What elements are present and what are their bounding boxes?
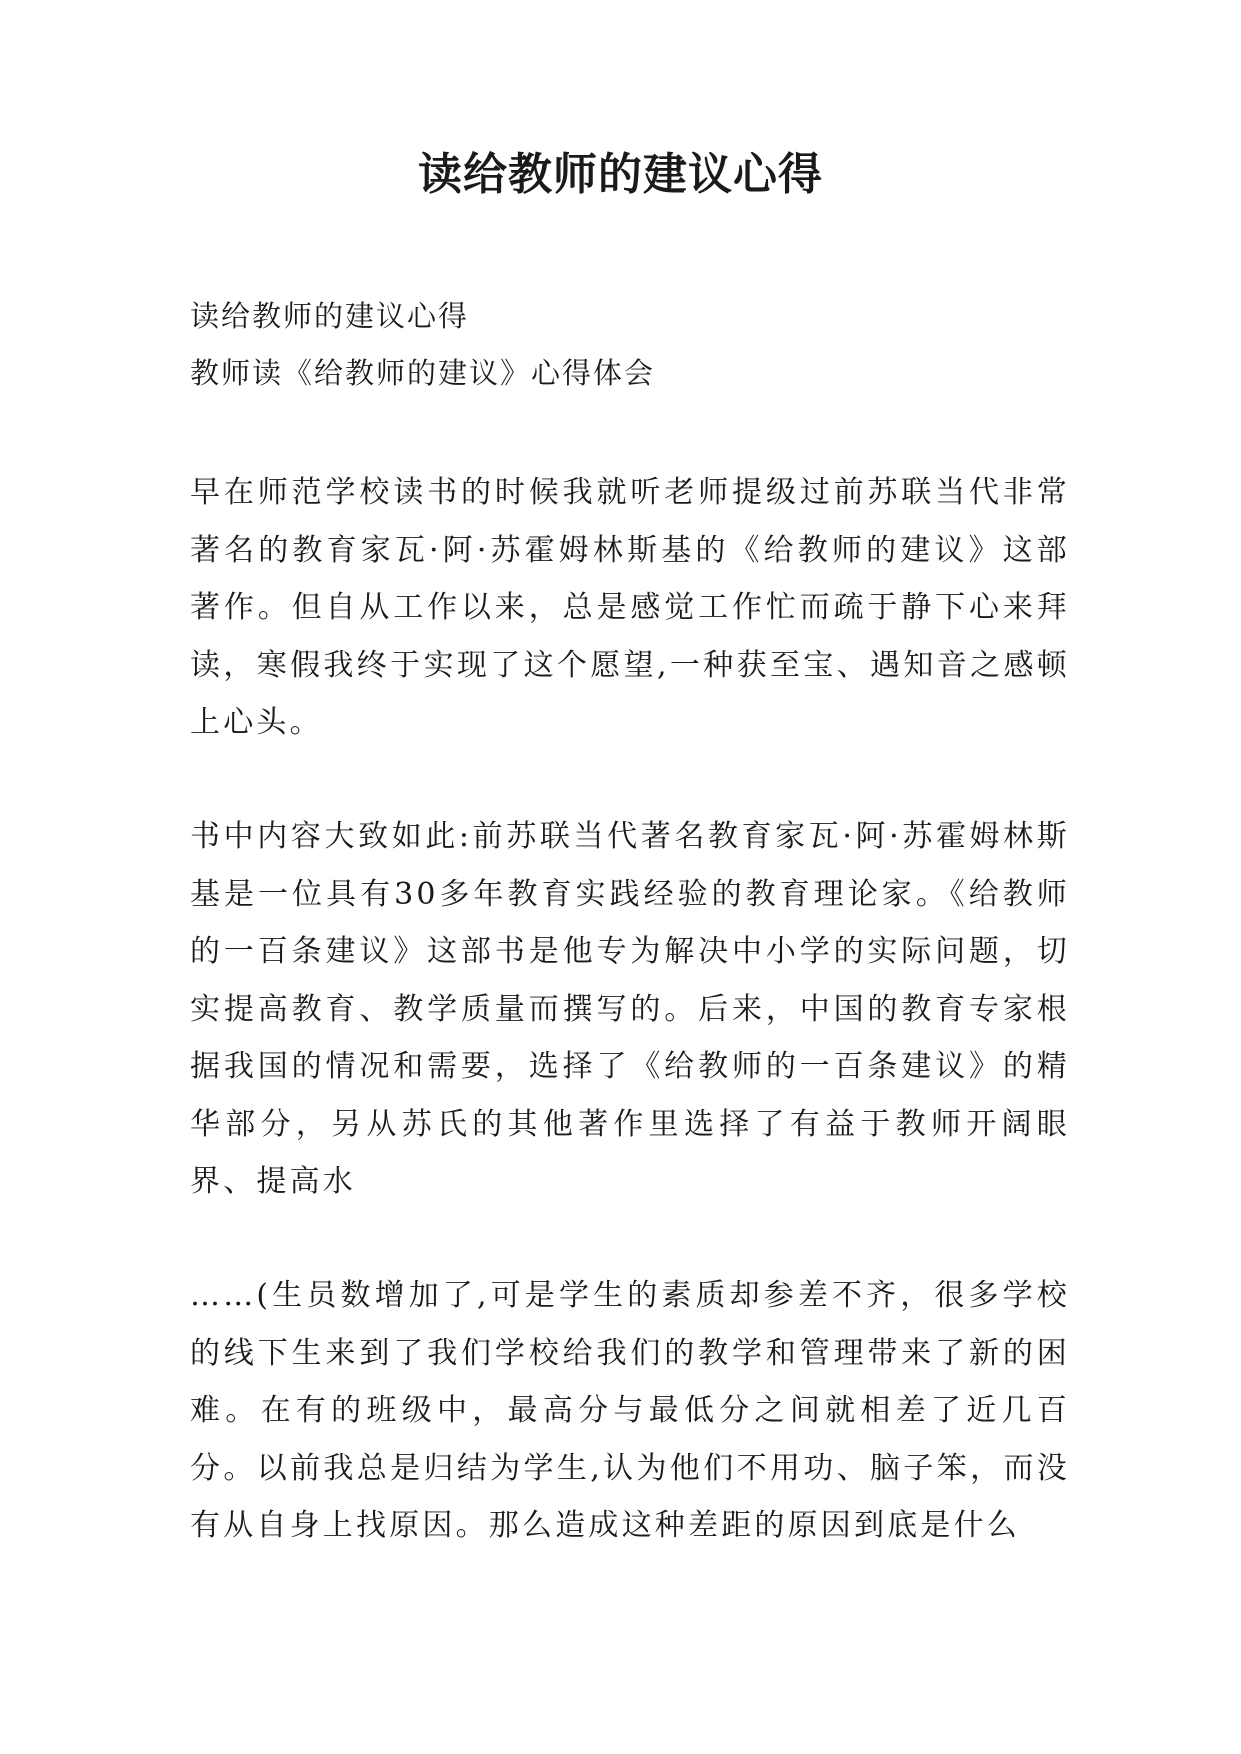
- body-paragraph: ……(生员数增加了,可是学生的素质却参差不齐，很多学校的线下生来到了我们学校给我们的教学和管理带来了新的困难。在有的班级中，最高分与最低分之间就相差了近几百分。以前我总是归结为学生,认为他们不用功、脑子笨，而没有从自身上找原因。那么造成这种差距的原因到底是什么: [190, 1278, 1070, 1543]
- body-paragraph: 早在师范学校读书的时候我就听老师提级过前苏联当代非常著名的教育家瓦·阿·苏霍姆林斯基的《给教师的建议》这部著作。但自从工作以来，总是感觉工作忙而疏于静下心来拜读，寒假我终于实现了这个愿望,一种获至宝、遇知音之感顿上心头。: [190, 475, 1070, 740]
- document-subtitle-secondary: 教师读《给教师的建议》心得体会: [190, 356, 656, 390]
- document-subtitle: 读给教师的建议心得: [190, 299, 470, 333]
- body-paragraph: 书中内容大致如此:前苏联当代著名教育家瓦·阿·苏霍姆林斯基是一位具有30多年教育实践经验的教育理论家。《给教师的一百条建议》这部书是他专为解决中小学的实际问题，切实提高教育、教学质量而撰写的。后来，中国的教育专家根据我国的情况和需要，选择了《给教师的一百条建议》的精华部分，另从苏氏的其他著作里选择了有益于教师开阔眼界、提高水: [190, 819, 1070, 1199]
- document-title: 读给教师的建议心得: [418, 149, 823, 200]
